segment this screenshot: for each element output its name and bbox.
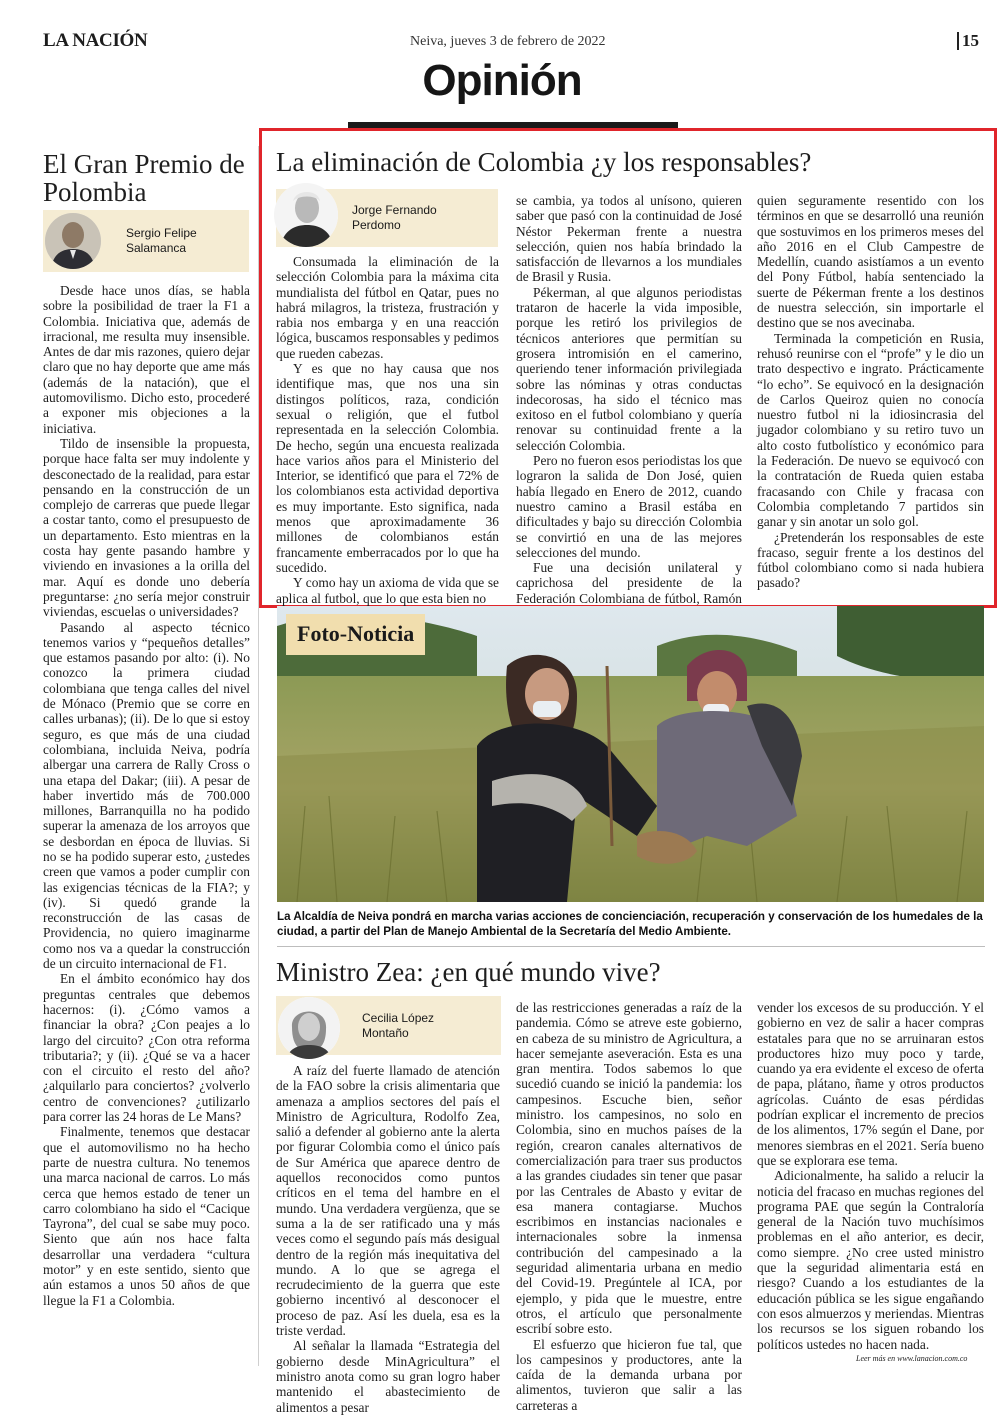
paragraph: Y es que no hay causa que nos identifique mas, que nos una sin distingos políticos, raza, condición sexual o religión, que el futbol representada en la selección Colombia. De hecho, según una encuesta realizada hace varios años para el Ministerio del Interior, se identificó que para el 72% de los colombianos esta actividad deportiva es muy importante. Esto significa, nada menos que aproximadamente 36 millones de colombianos están francamente emberracados por lo que ha sucedido. — [276, 361, 499, 575]
paragraph: A raíz del fuerte llamado de atención de la FAO sobre la crisis alimentaria que amenaza a amplios sectores del país el Ministro de Agricultura, Rodolfo Zea, salió a defender al gobierno ante la alerta por figurar Colombia como el único país de Sur América que aparece dentro de aquellos reconocidos como puntos críticos en el tema del hambre en el mundo. Una verdadera vergüenza, que se suma a la de ser ratificado una y más veces como el segundo país más desigual dentro de la región más inequitativa del mundo. A lo que se agrega el recrudecimiento de la guerra que este gobierno incentivó al desconocer el proceso de paz. Así les duela, esa es la triste verdad. — [276, 1063, 500, 1339]
paragraph: En el ámbito económico hay dos preguntas centrales que debemos hacernos: (i). ¿Cómo vamos a financiar la obra? ¿Con peajes a lo largo del circuito? ¿Con otra reforma tributaria?; y (ii). ¿Qué se va a hacer con el circuito el resto del año? ¿alquilarlo para conciertos? ¿volverlo centro de convenciones? ¿utilizarlo para correr las 24 horas de Le Mans? — [43, 971, 250, 1125]
paragraph: se cambia, ya todos al unísono, quieren saber que pasó con la continuidad de José Néstor Pekerman frente a nuestra selección, quien nos había brindado la satisfacción de llevarnos a los mundiales de Brasil y Rusia. — [516, 193, 742, 285]
author-name-left: Sergio Felipe Salamanca — [126, 226, 197, 255]
author-box-main — [276, 189, 498, 247]
author-box-left — [43, 210, 249, 272]
paragraph: Desde hace unos días, se habla sobre la posibilidad de traer la F1 a Colombia. Iniciativa que, además de irracional, me resulta muy insensible. Antes de dar mis razones, quiero dejar claro que no hay deporte que ame más (además de la natación), que el automovilismo. Dicho esto, procederé a exponer mis objeciones a la iniciativa. — [43, 283, 250, 436]
paragraph: Pasando al aspecto técnico tenemos varios y “pequeños detalles” que estamos pasando por alto: (i). No conozco la primera ciudad colombiana que tenga calles del nivel de Mónaco (Premio que se corre en calles urbanas); (ii). De lo que si estoy seguro, es que más de una ciudad colombiana, incluida Neiva, podría albergar una carrera de Rally Cross o una etapa del Dakar; (iii). A pesar de haber invertido más de 700.000 millones, Barranquilla no ha podido superar la amenaza de los arroyos que se desbordan en época de lluvias. Si no se ha podido superar esto, ¿ustedes creen que vamos a poder cumplir con las exigencias técnicas de la FIA?; y (iv). Si quedó grande la reconstrucción de las casas de Providencia, no quiero imaginarme como nos va a quedar la construcción de un circuito internacional de F1. — [43, 619, 250, 972]
paragraph: vender los excesos de su producción. Y el gobierno en vez de salir a hacer compras estatales para que no se arruinaran estos productores hizo muy poco y tarde, cuando ya era evidente el exceso de oferta de papa, plátano, ñame y otros productos agrícolas. Cuánto de esas pérdidas podrían explicar el incremento de precios de los alimentos, 17% según el Dane, por menores siembras en el 2021. Sería bueno que se explorara ese tema. — [757, 1000, 984, 1168]
section-divider — [277, 946, 985, 947]
main-article-title: La eliminación de Colombia ¿y los responsables? — [276, 147, 812, 177]
author-name-bottom: Cecilia López Montaño — [362, 1010, 435, 1040]
paragraph: ¿Pretenderán los responsables de este fracaso, seguir frente a los destinos del fútbol colombiano como si nada hubiera pasado? — [757, 529, 984, 591]
photo-caption: La Alcaldía de Neiva pondrá en marcha varias acciones de concienciación, recuperación y conservación de los humedales de la ciudad, a partir del Plan de Manejo Ambiental de la Secretaría del Medio Ambiente. — [277, 910, 983, 938]
author-photo-bottom — [278, 997, 340, 1059]
paragraph: Y como hay un axioma de vida que se aplica al futbol, que lo que esta bien no — [276, 575, 499, 606]
masthead-logo: LA NACIÓN — [43, 30, 148, 51]
author-photo-left — [45, 213, 101, 269]
left-article-title: El Gran Premio de Polombia — [43, 149, 245, 207]
author-photo-main — [274, 183, 338, 247]
main-article-col2 — [516, 193, 742, 621]
paragraph: Fue una decisión unilateral y caprichosa del presidente de la Federación Colombiana de fútbol, Ramón — [516, 560, 742, 606]
left-article-body — [43, 283, 250, 1308]
bottom-article-col2 — [516, 1000, 742, 1413]
bottom-article-title: Ministro Zea: ¿en qué mundo vive? — [276, 957, 661, 987]
section-title: Opinión — [422, 56, 582, 105]
paragraph: El esfuerzo que hicieron fue tal, que los campesinos y productores, ante la caída de la demanda urbana por alimentos, tuvieron que salir a las carreteras a — [516, 1336, 742, 1413]
author-box-bottom — [276, 996, 501, 1055]
foto-noticia-label: Foto-Noticia — [286, 614, 425, 655]
paragraph: de las restricciones generadas a raíz de la pandemia. Cómo se atreve este gobierno, en cabeza de su ministro de Agricultura, a hacer semejante aseveración. Esta es una gran mentira. Todos sabemos lo que sucedió cuando se inició la pandemia: los campesinos. Escuche bien, señor ministro. los campesinos, no solo en Colombia, sino en muchos países de la región, crearon canales alternativos de comercialización para traer sus productos a las grandes ciudades sin tener que pasar por las Centrales de Abasto y evitar de esa manera contagiarse. Muchos escribimos en instancias nacionales e internacionales sobre la inmensa contribución del campesinado a la seguridad alimentaria urbana en medio del Covid-19. Pregúntele al ICA, por ejemplo, y pida que le muestre, entre otros, el artículo que personalmente escribí sobre esto. — [516, 1000, 742, 1337]
main-article-col3 — [757, 193, 984, 591]
paragraph: Finalmente, tenemos que destacar que el automovilismo no ha hecho parte de nuestra cultura. No tenemos una marca nacional de carros. Lo más cerca que hemos estado de tener un carro colombiano ha sido el “Cacique Tayrona”, del cual se sabe muy poco. Siento que aún nos hace falta desarrollar una verdadera “cultura motor” y en este sentido, siento que aún estamos a unos 50 años de que llegue la F1 a Colombia. — [43, 1124, 250, 1308]
bottom-article-col1 — [276, 1063, 500, 1415]
paragraph: Al señalar la llamada “Estrategia del gobierno desde MinAgricultura” el ministro anota como su gran logro haber mantenido el abastecimiento de alimentos a pesar — [276, 1338, 500, 1415]
paragraph: Consumada la eliminación de la selección Colombia para la máxima cita mundialista del fútbol en Qatar, pues no habrá milagros, la tristeza, frustración y rabia nos embarga y en una reacción lógica, buscamos responsables y pedimos que rueden cabezas. — [276, 254, 499, 361]
read-more-note: Leer más en www.lanacion.com.co — [856, 1354, 968, 1363]
bottom-article-col3 — [757, 1000, 984, 1352]
page-number: 15 — [957, 32, 979, 50]
issue-date: Neiva, jueves 3 de febrero de 2022 — [410, 34, 606, 49]
paragraph: Tildo de insensible la propuesta, porque hace falta ser muy indolente y desconectado de la realidad, para estar pensando en la construcción de un complejo de carreras que puede llegar a costar tanto, como el presupuesto de un departamento. Esto mientras en la costa hay gente pasando hambre y viviendo en invasiones a la orilla del mar. Aquí es donde uno debería preguntarse: ¿no sería mejor construir viviendas, escuelas o universidades? — [43, 435, 250, 620]
paragraph: Pékerman, al que algunos periodistas trataron de hacerle la vida imposible, porque les retiró los privilegios de técnicos anteriores que permitían su grosera intromisión en el camerino, queriendo tener información privilegiada sobre las nóminas y otras conductas indecorosas, ha sido el técnico mas exitoso en el futbol colombiano y quería renovar su continuidad frente a la selección Colombia. — [516, 284, 742, 453]
paragraph: Adicionalmente, ha salido a relucir la noticia del fracaso en muchas regiones del programa PAE que según la Contraloría general de la Nación tuvo muchísimos problemas en el año anterior, es decir, como siempre. ¿No cree usted ministro que la seguridad alimentaria está en riesgo? Cuando a los estudiantes de la educación pública se les sigue engañando con esos almuerzos y meriendas. Mientras los recursos se los siguen robando los políticos ustedes no hacen nada. — [757, 1168, 984, 1352]
paragraph: Terminada la competición en Rusia, rehusó reunirse con el “profe” y le dio un trato despectivo e ingrato. Prácticamente “lo echo”. Se equivocó en la designación de Carlos Queiroz quien no conocía nuestro futbol ni la idiosincrasia del jugador colombiano y su retiro tuvo un alto costo futbolístico y económico para la Federación. De nuevo se equivocó con la contratación de Rueda quien estaba fracasando con Chile y fracasa con Colombia completando 7 partidos sin ganar y sin anotar un solo gol. — [757, 330, 984, 530]
paragraph: Pero no fueron esos periodistas los que lograron la salida de Don José, quien había llegado en Enero de 2012, cuando nuestro camino a Brasil estába en dificultades y bajo su dirección Colombia se convirtió en una de las mejores selecciones del mundo. — [516, 453, 743, 560]
author-name-main: Jorge Fernando Perdomo — [352, 203, 437, 232]
paragraph: quien seguramente resentido con los términos en que se desarrolló una reunión que sostuvimos en los primeros meses del año 2016 en el Club Campestre de Medellín, cuando asistíamos a un evento del Pony Fútbol, había sentenciado la suerte de Pékerman frente a los destinos de nuestra selección, sin importarle el destino que se nos avecinaba. — [757, 193, 984, 331]
main-article-col1 — [276, 254, 499, 606]
